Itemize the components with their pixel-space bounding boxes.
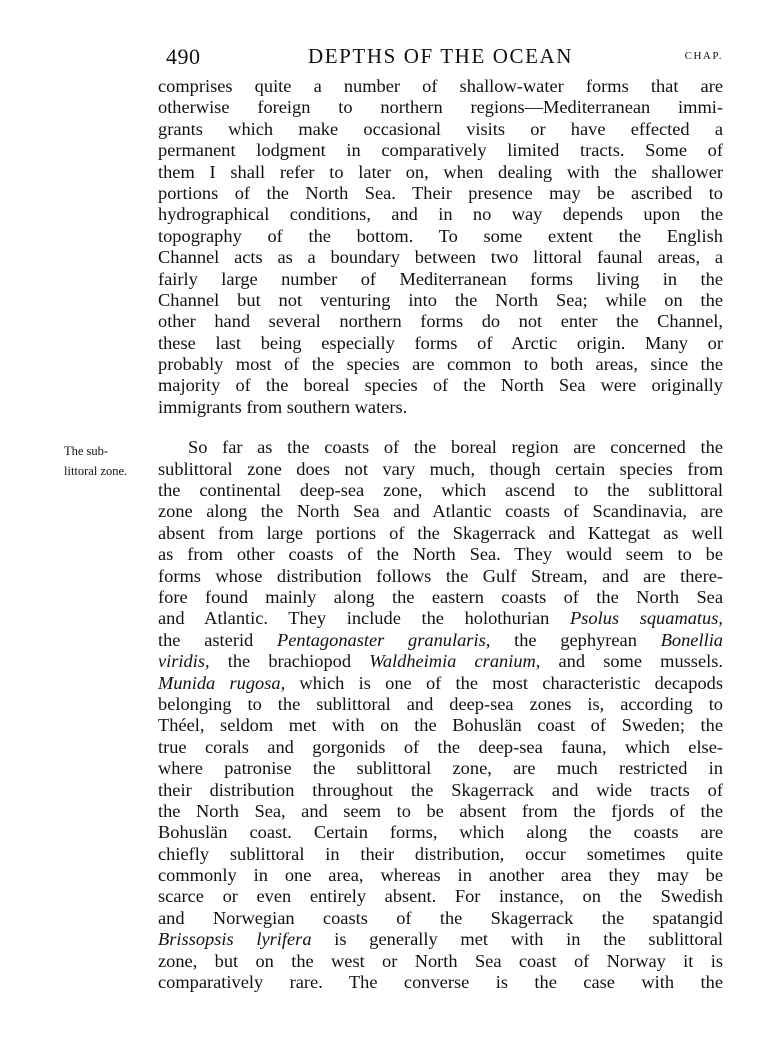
text-line: fairly large number of Mediterranean forms living in the bbox=[158, 268, 723, 289]
species-name: Bonellia bbox=[660, 629, 723, 650]
text-line: Bohuslän coast. Certain forms, which along the coasts are bbox=[158, 822, 723, 843]
text-run: is generally met with in the sublittoral bbox=[311, 929, 723, 950]
margin-note-line: The sub- bbox=[64, 444, 109, 458]
text-run: which is one of the most characteristic decapods bbox=[285, 672, 723, 693]
text-line: these last being especially forms of Arctic origin. Many or bbox=[158, 332, 723, 353]
text-line: permanent lodgment in comparatively limited tracts. Some of bbox=[158, 140, 723, 161]
text-line: immigrants from southern waters. bbox=[158, 396, 408, 417]
text-run: and some mussels. bbox=[540, 651, 723, 672]
text-line: hydrographical conditions, and in no way depends upon the bbox=[158, 204, 723, 225]
text-line: zone along the North Sea and Atlantic coasts of Scandinavia, are bbox=[158, 501, 723, 522]
text-line: probably most of the species are common to both areas, since the bbox=[158, 354, 723, 375]
margin-note bbox=[64, 441, 156, 481]
paragraph-2 bbox=[158, 437, 723, 993]
text-line bbox=[158, 651, 723, 672]
text-line: Théel, seldom met with on the Bohuslän coast of Sweden; the bbox=[158, 715, 723, 736]
text-line: true corals and gorgonids of the deep-sea fauna, which else- bbox=[158, 736, 723, 757]
text-run: the gephyrean bbox=[490, 629, 661, 650]
species-name: Munida rugosa, bbox=[158, 672, 286, 693]
text-line bbox=[158, 673, 723, 694]
text-line: Channel but not venturing into the North Sea; while on the bbox=[158, 289, 723, 310]
body-text bbox=[158, 76, 723, 993]
text-line bbox=[158, 608, 723, 629]
running-title: DEPTHS OF THE OCEAN bbox=[307, 44, 574, 68]
margin-note-line: littoral zone. bbox=[64, 464, 128, 478]
paragraph-1 bbox=[158, 76, 723, 418]
text-line: portions of the North Sea. Their presence may be ascribed to bbox=[158, 182, 723, 203]
text-line: where patronise the sublittoral zone, are much restricted in bbox=[158, 758, 723, 779]
text-line: So far as the coasts of the boreal region are concerned the bbox=[188, 437, 723, 458]
text-line: grants which make occasional visits or have effected a bbox=[158, 118, 723, 139]
text-run: the asterid bbox=[158, 629, 278, 650]
text-line: majority of the boreal species of the North Sea were originally bbox=[158, 375, 723, 396]
text-line: their distribution throughout the Skagerrack and wide tracts of bbox=[158, 779, 723, 800]
species-name: Waldheimia cranium, bbox=[369, 651, 541, 672]
page-number: 490 bbox=[166, 44, 201, 69]
text-line: sublittoral zone does not vary much, though certain species from bbox=[158, 458, 723, 479]
text-line: the continental deep-sea zone, which ascend to the sublittoral bbox=[158, 480, 723, 501]
text-line: absent from large portions of the Skagerrack and Kattegat as well bbox=[158, 522, 723, 543]
text-line: commonly in one area, whereas in another area they may be bbox=[158, 865, 723, 886]
text-line: and Norwegian coasts of the Skagerrack the spatangid bbox=[158, 907, 723, 928]
text-line: comprises quite a number of shallow-water forms that are bbox=[158, 76, 723, 96]
text-line: fore found mainly along the eastern coasts of the North Sea bbox=[158, 586, 723, 607]
species-name: Brissopsis lyrifera bbox=[158, 929, 312, 950]
text-line: them I shall refer to later on, when dealing with the shallower bbox=[158, 161, 723, 182]
text-line: Channel acts as a boundary between two littoral faunal areas, a bbox=[158, 247, 723, 268]
text-line: scarce or even entirely absent. For instance, on the Swedish bbox=[158, 886, 723, 907]
chapter-label: CHAP. bbox=[684, 50, 723, 62]
page-header bbox=[158, 44, 723, 76]
species-name: Psolus squamatus, bbox=[570, 608, 723, 629]
species-name: Pentagonaster granularis, bbox=[277, 629, 491, 650]
text-line: otherwise foreign to northern regions—Mediterranean immi- bbox=[158, 97, 723, 118]
text-line: belonging to the sublittoral and deep-sea zones is, according to bbox=[158, 693, 723, 714]
text-line: comparatively rare. The converse is the case with the bbox=[158, 972, 723, 993]
paragraph-gap bbox=[158, 418, 723, 437]
text-line: other hand several northern forms do not enter the Channel, bbox=[158, 311, 723, 332]
text-line: chiefly sublittoral in their distribution, occur sometimes quite bbox=[158, 843, 723, 864]
text-line: topography of the bottom. To some extent the English bbox=[158, 225, 723, 246]
text-run: the brachiopod bbox=[209, 651, 370, 672]
text-line: as from other coasts of the North Sea. They would seem to be bbox=[158, 544, 723, 565]
text-line: forms whose distribution follows the Gulf Stream, and are there- bbox=[158, 565, 723, 586]
text-line: the North Sea, and seem to be absent from the fjords of the bbox=[158, 800, 723, 821]
text-run: and Atlantic. They include the holothurian bbox=[158, 608, 571, 629]
text-line bbox=[158, 929, 723, 950]
text-line bbox=[158, 630, 723, 651]
species-name: viridis, bbox=[158, 651, 210, 672]
text-line: zone, but on the west or North Sea coast of Norway it is bbox=[158, 950, 723, 971]
